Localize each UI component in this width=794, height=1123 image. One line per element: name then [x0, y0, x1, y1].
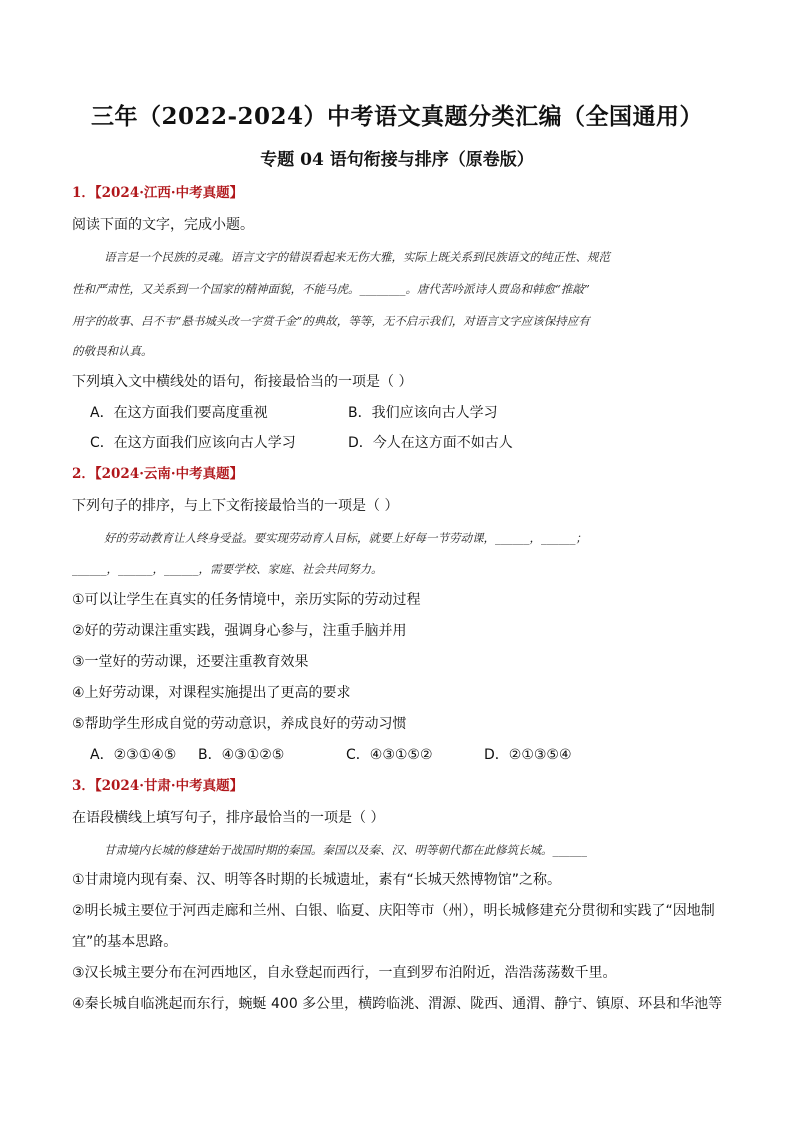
option-a: A．②③①④⑤: [90, 747, 177, 763]
sentence-item: ②明长城主要位于河西走廊和兰州、白银、临夏、庆阳等市（州），明长城修建充分贯彻和实践了“因地制: [72, 903, 715, 919]
passage-line: 性和严肃性，又关系到一个国家的精神面貌，不能马虎。________。唐代苦吟派诗人贾岛和韩愈“推敲”: [72, 282, 590, 296]
passage-line: 的敬畏和认真。: [72, 344, 153, 358]
question-1-heading: 1．【2024·江西·中考真题】: [72, 185, 244, 201]
sentence-item: ③一堂好的劳动课，还要注重教育效果: [72, 654, 309, 670]
sentence-item: ①甘肃境内现有秦、汉、明等各时期的长城遗址，素有“长城天然博物馆”之称。: [72, 872, 562, 888]
passage-line: ______，______，______，需要学校、家庭、社会共同努力。: [72, 562, 383, 576]
question-2-heading: 2．【2024·云南·中考真题】: [72, 466, 244, 482]
sentence-item: ③汉长城主要分布在河西地区，自永登起而西行，一直到罗布泊附近，浩浩荡荡数千里。: [72, 965, 617, 981]
sentence-item: ④上好劳动课，对课程实施提出了更高的要求: [72, 685, 351, 701]
option-c: C．在这方面我们应该向古人学习: [90, 435, 296, 451]
option-a: A．在这方面我们要高度重视: [90, 405, 268, 421]
question-2-prompt: 下列句子的排序，与上下文衔接最恰当的一项是（ ）: [72, 498, 399, 514]
option-b: B．④③①②⑤: [198, 747, 285, 763]
passage-line: 用字的故事、吕不韦“悬书城头改一字赏千金”的典故，等等，无不启示我们，对语言文字应该保持应有: [72, 314, 590, 328]
sentence-item-continued: 宜”的基本思路。: [72, 934, 178, 950]
question-1-instruction: 阅读下面的文字，完成小题。: [72, 217, 254, 233]
sentence-item: ②好的劳动课注重实践，强调身心参与，注重手脑并用: [72, 623, 407, 639]
option-b: B．我们应该向古人学习: [348, 405, 498, 421]
sentence-item: ④秦长城自临洮起而东行，蜿蜒 400 多公里，横跨临洮、渭源、陇西、通渭、静宁、镇原、环县和华池等: [72, 996, 723, 1012]
option-d: D．今人在这方面不如古人: [348, 435, 513, 451]
passage-line: 好的劳动教育让人终身受益。要实现劳动育人目标，就要上好每一节劳动课，______，______；: [104, 531, 587, 545]
option-c: C．④③①⑤②: [346, 747, 433, 763]
sentence-item: ①可以让学生在真实的任务情境中，亲历实际的劳动过程: [72, 592, 421, 608]
document-title: 三年（2022-2024）中考语文真题分类汇编（全国通用）: [90, 103, 704, 130]
document-subtitle: 专题 04 语句衔接与排序（原卷版）: [260, 150, 534, 170]
passage-line: 语言是一个民族的灵魂。语言文字的错误看起来无伤大雅，实际上既关系到民族语文的纯正性、规范: [104, 250, 610, 264]
question-3-heading: 3．【2024·甘肃·中考真题】: [72, 778, 244, 794]
sentence-item: ⑤帮助学生形成自觉的劳动意识，养成良好的劳动习惯: [72, 716, 407, 732]
question-1-prompt: 下列填入文中横线处的语句，衔接最恰当的一项是（ ）: [72, 374, 413, 390]
question-3-prompt: 在语段横线上填写句子，排序最恰当的一项是（ ）: [72, 810, 385, 826]
passage-line: 甘肃境内长城的修建始于战国时期的秦国。秦国以及秦、汉、明等朝代都在此修筑长城。______: [104, 843, 587, 857]
option-d: D．②①③⑤④: [484, 747, 572, 763]
